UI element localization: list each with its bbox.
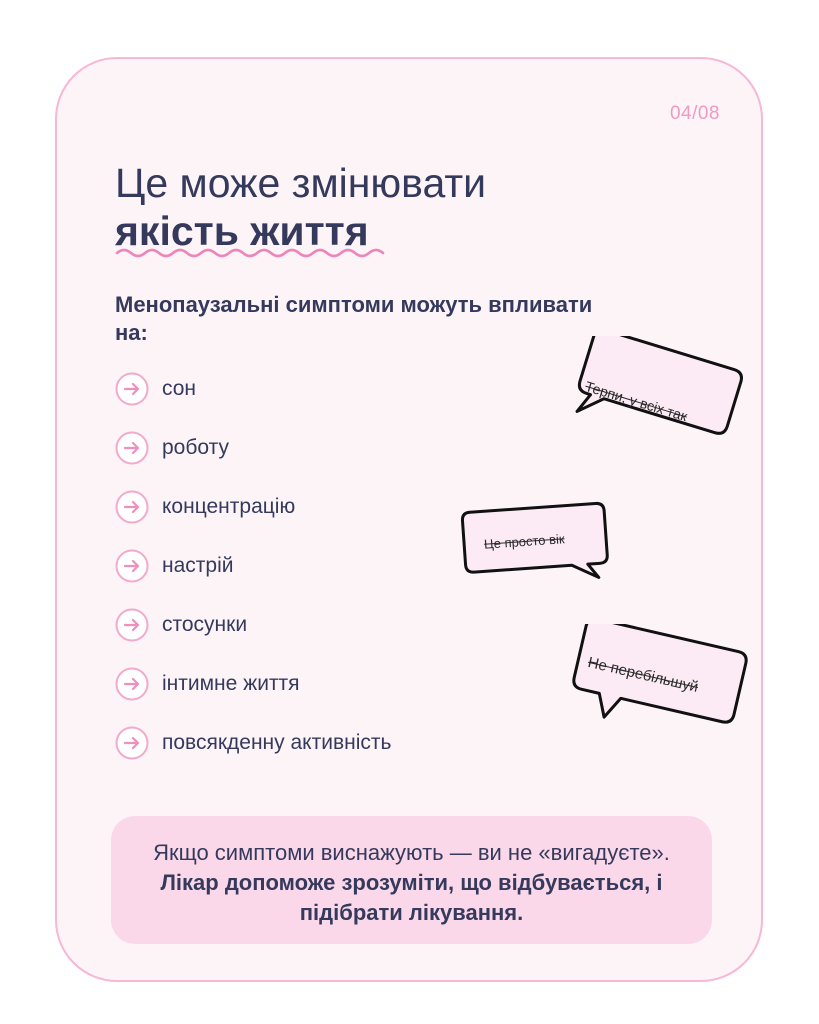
symptom-list xyxy=(115,359,391,772)
speech-bubble-3 xyxy=(562,624,752,740)
list-item-text: стосунки xyxy=(162,612,248,636)
list-item-text: інтимне життя xyxy=(162,671,300,695)
bubble-text: Це просто вік xyxy=(483,531,566,552)
list-item xyxy=(115,477,391,536)
bubble-text: Не перебільшуй xyxy=(586,654,700,696)
list-item xyxy=(115,418,391,477)
arrow-right-circle-icon xyxy=(115,667,149,701)
list-item-text: настрій xyxy=(162,553,234,577)
speech-bubble-2 xyxy=(452,500,614,586)
page-counter: 04/08 xyxy=(669,103,720,124)
bubble-text: Терпи, у всіх так xyxy=(583,378,690,425)
arrow-right-circle-icon xyxy=(115,490,149,524)
list-item-text: повсякденну активність xyxy=(162,730,392,754)
list-item xyxy=(115,595,391,654)
content-card xyxy=(55,57,763,982)
list-item xyxy=(115,713,391,772)
arrow-right-circle-icon xyxy=(115,549,149,583)
arrow-right-circle-icon xyxy=(115,372,149,406)
list-item-text: сон xyxy=(162,376,197,400)
title-line-1: Це може змінювати xyxy=(115,160,487,206)
arrow-right-circle-icon xyxy=(115,608,149,642)
list-item xyxy=(115,359,391,418)
wavy-underline-icon xyxy=(115,245,387,259)
page-title xyxy=(115,159,486,255)
list-item xyxy=(115,536,391,595)
list-item-text: концентрацію xyxy=(162,494,296,518)
arrow-right-circle-icon xyxy=(115,431,149,465)
advice-note xyxy=(111,816,712,944)
speech-bubble-1 xyxy=(566,336,751,446)
advice-note-regular: Якщо симптоми виснажують — ви не «вигадуєте». xyxy=(153,840,670,865)
arrow-right-circle-icon xyxy=(115,726,149,760)
advice-note-bold: Лікар допоможе зрозуміти, що відбувається, і підібрати лікування. xyxy=(160,870,663,925)
list-item-text: роботу xyxy=(162,435,229,459)
list-item xyxy=(115,654,391,713)
subtitle: Менопаузальні симптоми можуть впливати на: xyxy=(115,292,593,345)
title-line-2: якість життя xyxy=(115,208,369,254)
